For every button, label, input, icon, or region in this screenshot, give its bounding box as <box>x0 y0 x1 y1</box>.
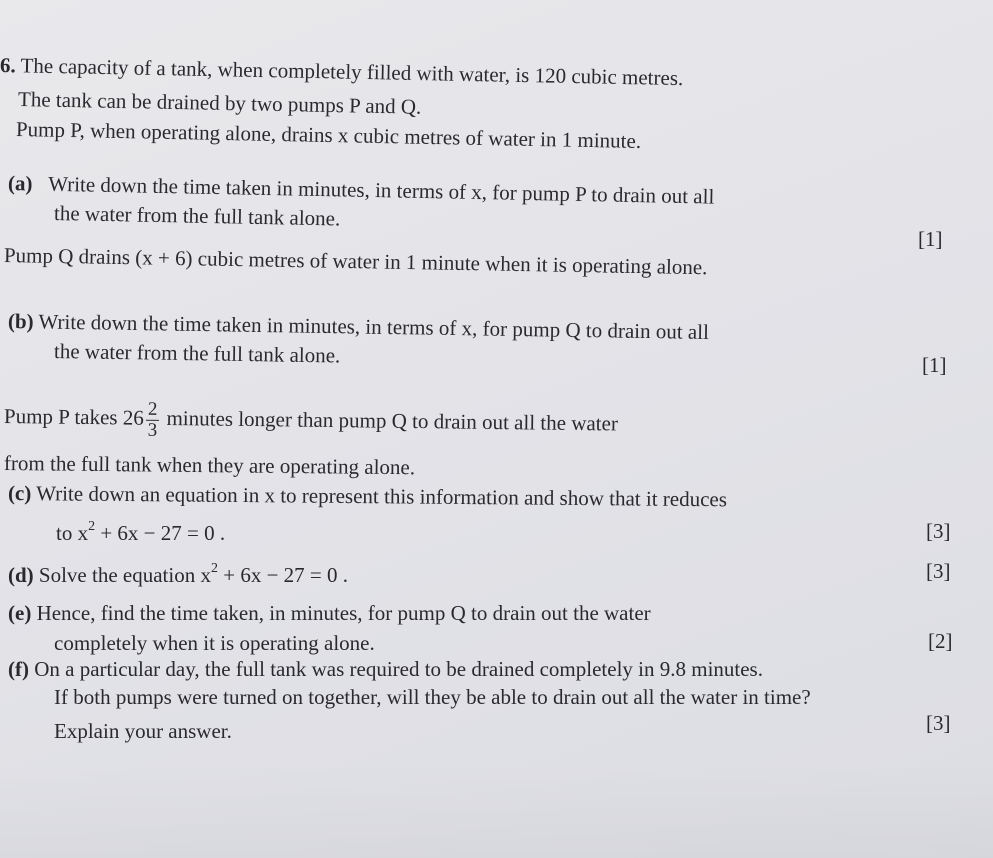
paper-shadow <box>0 760 993 858</box>
mixed-number-fraction: $\frac{2}{3}$ <box>147 398 158 441</box>
question-number: 6. <box>0 53 16 78</box>
part-f-line-1: (f) On a particular day, the full tank was required to be drained completely in 9.8 minutes. <box>8 657 763 681</box>
part-f-line-3: Explain your answer. <box>54 719 232 743</box>
part-e-marks: [2] <box>928 629 953 653</box>
part-f-line-2: If both pumps were turned on together, will they be able to drain out all the water in time? <box>54 685 811 709</box>
part-c-marks: [3] <box>926 519 951 543</box>
part-e-line-1: (e) Hence, find the time taken, in minutes, for pump Q to drain out the water <box>8 601 651 625</box>
part-f-marks: [3] <box>926 711 951 735</box>
part-b-marks: [1] <box>922 353 947 377</box>
part-d-marks: [3] <box>926 559 951 583</box>
part-a-line-1: (a) Write down the time taken in minutes, in terms of x, for pump P to drain out all <box>7 171 715 209</box>
part-a-label: (a) <box>7 171 33 196</box>
part-c-line-1: (c) Write down an equation in x to represent this information and show that it reduces <box>7 481 728 512</box>
intro-line-3: Pump P, when operating alone, drains x cubic metres of water in 1 minute. <box>15 117 642 154</box>
pump-q-info: Pump Q drains (x + 6) cubic metres of water in 1 minute when it is operating alone. <box>3 243 708 280</box>
part-c-label: (c) <box>7 481 32 506</box>
part-c-line-2: to $x^2 + 6x - 27 = 0$ . <box>56 519 226 545</box>
part-e-label: (e) <box>8 601 32 625</box>
intro-line-1: 6. The capacity of a tank, when completely filled with water, is 120 cubic metres. <box>0 53 684 91</box>
longer-info-line-1: Pump P takes 26 $\frac{2}{3}$ minutes longer than pump Q to drain out all the water <box>3 398 619 441</box>
part-f-label: (f) <box>8 657 29 681</box>
part-d-line: (d) Solve the equation $x^2 + 6x - 27 = 0$ . <box>8 561 349 587</box>
part-d-label: (d) <box>8 563 34 587</box>
part-e-line-2: completely when it is operating alone. <box>54 631 375 655</box>
part-a-line-2: the water from the full tank alone. <box>53 201 341 231</box>
part-b-line-1: (b) Write down the time taken in minutes, in terms of x, for pump Q to drain out all <box>7 309 710 345</box>
longer-info-line-2: from the full tank when they are operating alone. <box>3 451 416 480</box>
part-b-line-2: the water from the full tank alone. <box>53 339 341 368</box>
part-b-label: (b) <box>7 309 34 334</box>
intro-line-2: The tank can be drained by two pumps P and Q. <box>17 87 422 119</box>
part-a-marks: [1] <box>918 227 943 251</box>
mixed-number-whole: 26 <box>122 405 144 430</box>
